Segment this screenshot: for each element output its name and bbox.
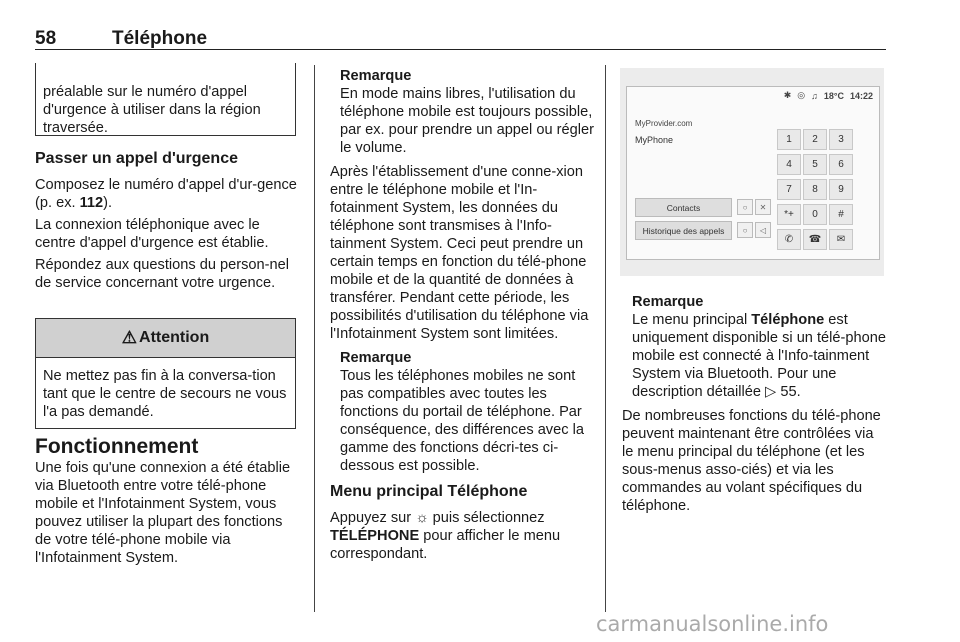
key-5[interactable]: 5 [803,154,827,175]
mic-off-icon[interactable]: ✕ [755,199,771,215]
key-9[interactable]: 9 [829,179,853,200]
handset-icon[interactable]: ○ [737,222,753,238]
keypad [777,129,851,250]
phone-status-icon: ◎ [797,90,806,100]
watermark: carmanualsonline.info [596,612,829,636]
emergency-heading: Passer un appel d'urgence [35,150,238,167]
infotainment-screen [626,86,880,260]
call-icon[interactable]: ✆ [777,229,801,250]
key-8[interactable]: 8 [803,179,827,200]
remark-2 [330,349,594,475]
phone-name: MyPhone [635,135,674,145]
speaker-icon[interactable]: ◁ [755,222,771,238]
para-connection: La connexion téléphonique avec le centre d'appel d'urgence est établie. [35,217,269,251]
para-answer: Répondez aux questions du person-nel de service concernant votre urgence. [35,257,289,291]
column-3 [622,293,888,515]
key-4[interactable]: 4 [777,154,801,175]
ref-112: 112 [79,195,104,211]
para-press: Appuyez sur ☼ puis sélectionnez TÉLÉPHONE pour afficher le menu correspondant. [330,510,561,562]
provider-name: MyProvider.com [635,119,693,128]
attention-body: Ne mettez pas fin à la conversa-tion tant que le centre de secours ne vous l'a pas demandé. [43,368,287,420]
contacts-button[interactable]: Contacts [635,198,732,217]
remark-1 [330,67,594,157]
key-2[interactable]: 2 [803,129,827,150]
column-2 [330,67,594,563]
clock: 14:22 [849,90,873,101]
voicemail-icon[interactable]: ✉ [829,229,853,250]
key-3[interactable]: 3 [829,129,853,150]
para-fonctionnement: Une fois qu'une connexion a été établie via Bluetooth entre votre télé-phone mobile et l'Infotainment System, vous pouvez utiliser la plupart des fonctions de votre télé-phone mobile via l'Infotainment System. [35,460,291,566]
para-compose: Composez le numéro d'appel d'ur-gence (p. ex. 112). [35,177,297,211]
hangup-icon[interactable]: ☎ [803,229,827,250]
column-divider-1 [314,65,315,612]
column-divider-2 [605,65,606,612]
key-hash[interactable]: # [829,204,853,225]
page-ref-icon: ▷ [765,384,777,400]
remark-3-body: Le menu principal Téléphone est uniquement disponible si un télé-phone mobile est connecté à l'Info-tainment System via Bluetooth. Pour une description détaillée ▷ 55. [632,312,886,400]
attention-header [36,319,295,358]
home-icon: ☼ [415,510,429,526]
header-rule [35,49,886,50]
bluetooth-icon: ✱ [783,90,792,100]
page-number: 58 [35,28,57,49]
menu-heading: Menu principal Téléphone [330,483,528,500]
key-1[interactable]: 1 [777,129,801,150]
continued-warning-box [35,63,296,136]
column-1-lower [35,435,300,567]
key-star[interactable]: *+ [777,204,801,225]
remark-1-title: Remarque [340,68,412,84]
remark-1-body: En mode mains libres, l'utilisation du téléphone mobile est toujours possible, par ex. pour prendre un appel ou régler le volume. [340,86,594,156]
remark-2-title: Remarque [340,350,412,366]
warning-icon: ⚠ [121,328,138,347]
section-heading-fonctionnement: Fonctionnement [35,435,199,458]
mute-icon[interactable]: ○ [737,199,753,215]
key-0[interactable]: 0 [803,204,827,225]
box-text: préalable sur le numéro d'appel d'urgence à utiliser dans la région traversée. [43,83,261,136]
page-title: Téléphone [112,28,208,49]
para-functions: De nombreuses fonctions du télé-phone peuvent maintenant être contrôlées via le menu principal du téléphone (et les sous-menus asso-ciés) et via les commandes au volant spécifiques du téléphone. [622,408,881,514]
temperature: 18°C [823,90,844,101]
music-icon: ♫ [811,90,818,101]
status-bar [784,90,873,101]
attention-title: Attention [139,329,210,346]
telephone-label: TÉLÉPHONE [330,528,420,544]
call-history-button[interactable]: Historique des appels [635,221,732,240]
para-data-transfer: Après l'établissement d'une conne-xion entre le téléphone mobile et l'In-fotainment System, les données du téléphone sont transmises à l'Info-tainment System. Ceci peut prendre un certain temps en fonction du télé-phone mobile et de la quantité de données à transférer. Pendant cette période, les possibilités d'utilisation du téléphone via l'Infotainment System sont limitées. [330,164,589,342]
key-7[interactable]: 7 [777,179,801,200]
remark-2-body: Tous les téléphones mobiles ne sont pas compatibles avec toutes les fonctions du portail de téléphone. Par conséquence, des différences avec la gamme des fonctions décri-tes ci-dessous est possible. [340,368,584,474]
remark-3-title: Remarque [632,294,704,310]
attention-box [35,318,296,429]
remark-3 [622,293,888,401]
phone-menu-screenshot [620,68,884,276]
column-1 [35,150,297,292]
key-6[interactable]: 6 [829,154,853,175]
